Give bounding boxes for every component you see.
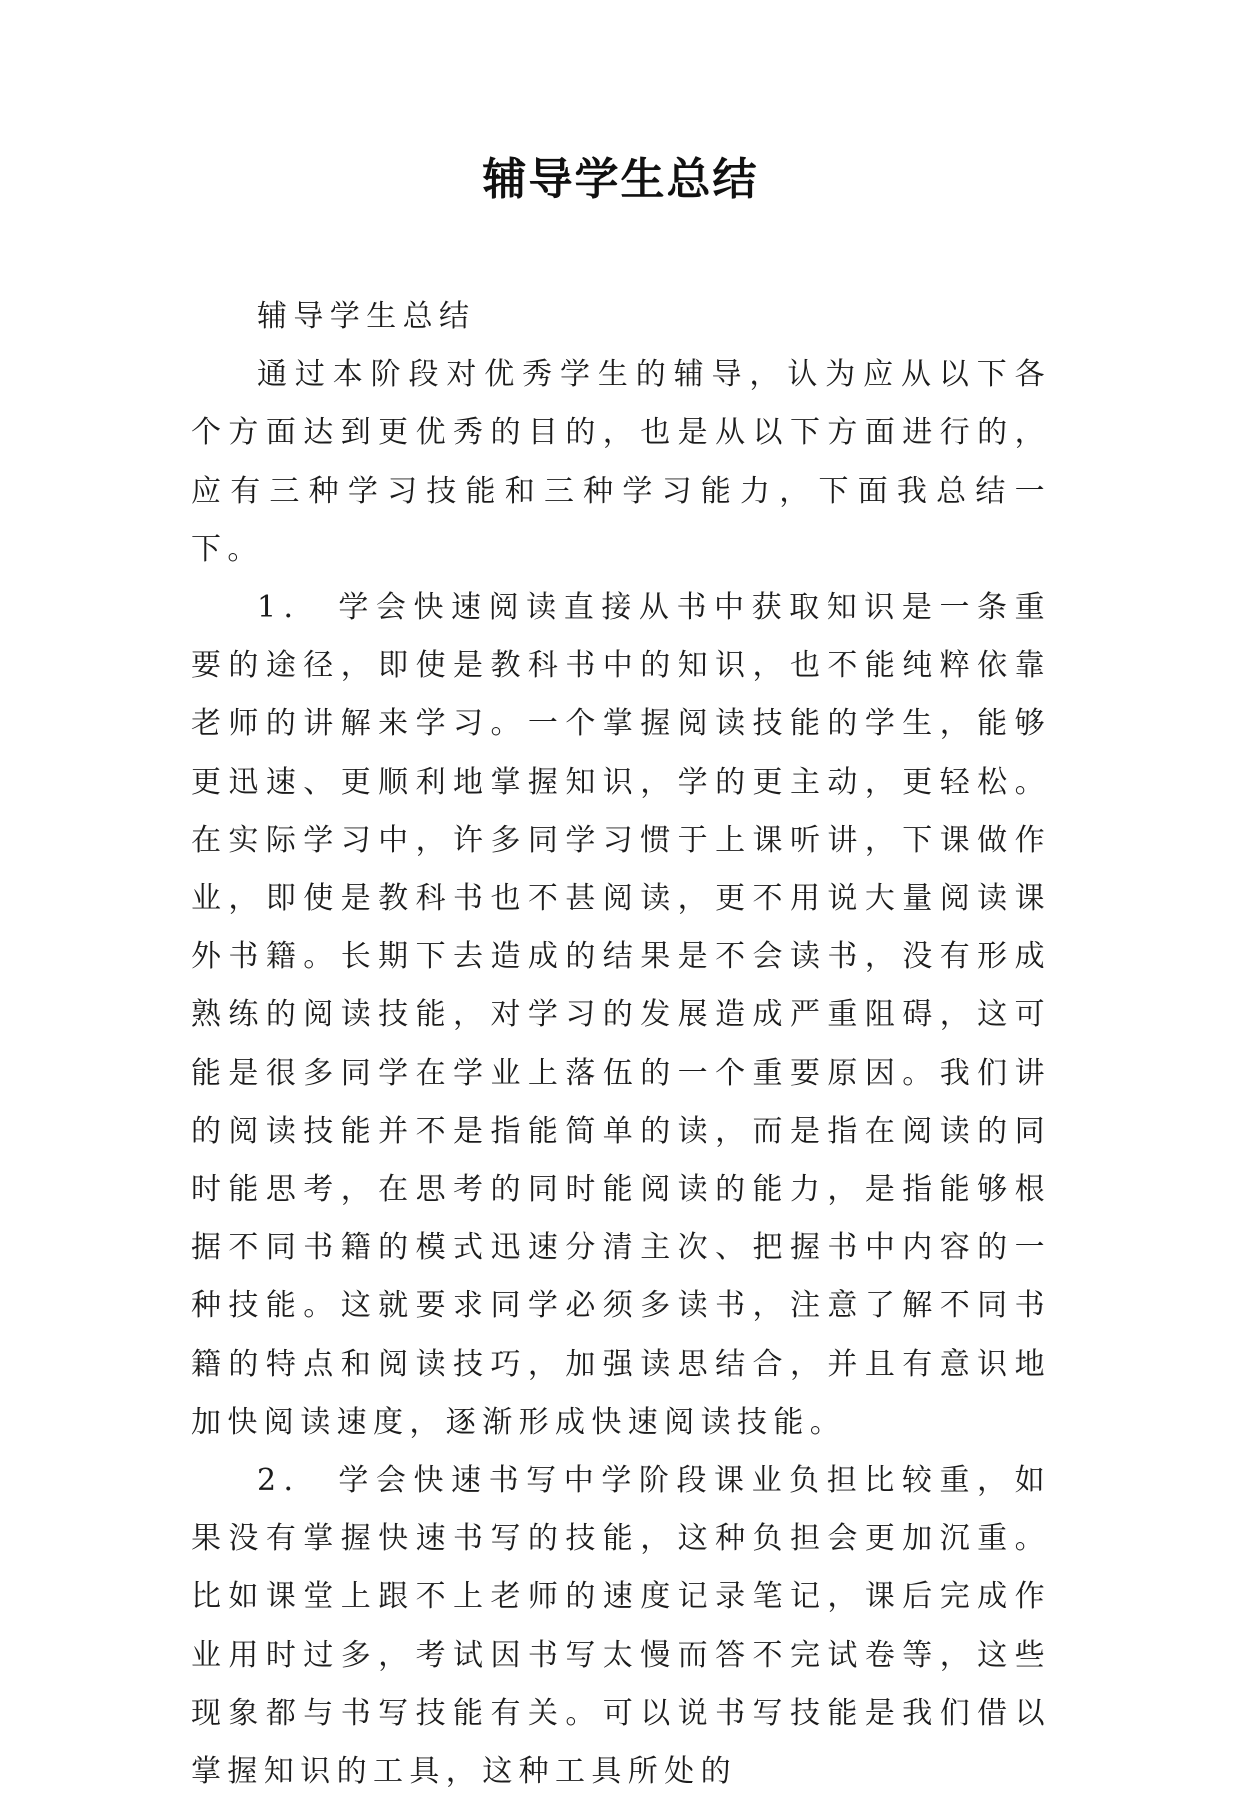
paragraph-point-2-writing: 2． 学会快速书写中学阶段课业负担比较重，如果没有掌握快速书写的技能，这种负担会更加沉重。比如课堂上跟不上老师的速度记录笔记，课后完成作业用时过多，考试因书写太慢而答不完试卷等，这些现象都与书写技能有关。可以说书写技能是我们借以掌握知识的工具，这种工具所处的 bbox=[191, 1463, 1051, 1790]
document-body bbox=[191, 288, 1051, 1801]
document-title: 辅导学生总结 bbox=[482, 154, 759, 205]
paragraph-point-1-reading: 1． 学会快速阅读直接从书中获取知识是一条重要的途径，即使是教科书中的知识，也不能纯粹依靠老师的讲解来学习。一个掌握阅读技能的学生，能够更迅速、更顺利地掌握知识，学的更主动，更轻松。在实际学习中，许多同学习惯于上课听讲，下课做作业，即使是教科书也不甚阅读，更不用说大量阅读课外书籍。长期下去造成的结果是不会读书，没有形成熟练的阅读技能，对学习的发展造成严重阻碍，这可能是很多同学在学业上落伍的一个重要原因。我们讲的阅读技能并不是指能简单的读，而是指在阅读的同时能思考，在思考的同时能阅读的能力，是指能够根据不同书籍的模式迅速分清主次、把握书中内容的一种技能。这就要求同学必须多读书，注意了解不同书籍的特点和阅读技巧，加强读思结合，并且有意识地加快阅读速度，逐渐形成快速阅读技能。 bbox=[191, 590, 1051, 1440]
paragraph-intro: 通过本阶段对优秀学生的辅导，认为应从以下各个方面达到更优秀的目的，也是从以下方面进行的，应有三种学习技能和三种学习能力，下面我总结一下。 bbox=[191, 357, 1051, 567]
paragraph-heading: 辅导学生总结 bbox=[257, 299, 476, 334]
